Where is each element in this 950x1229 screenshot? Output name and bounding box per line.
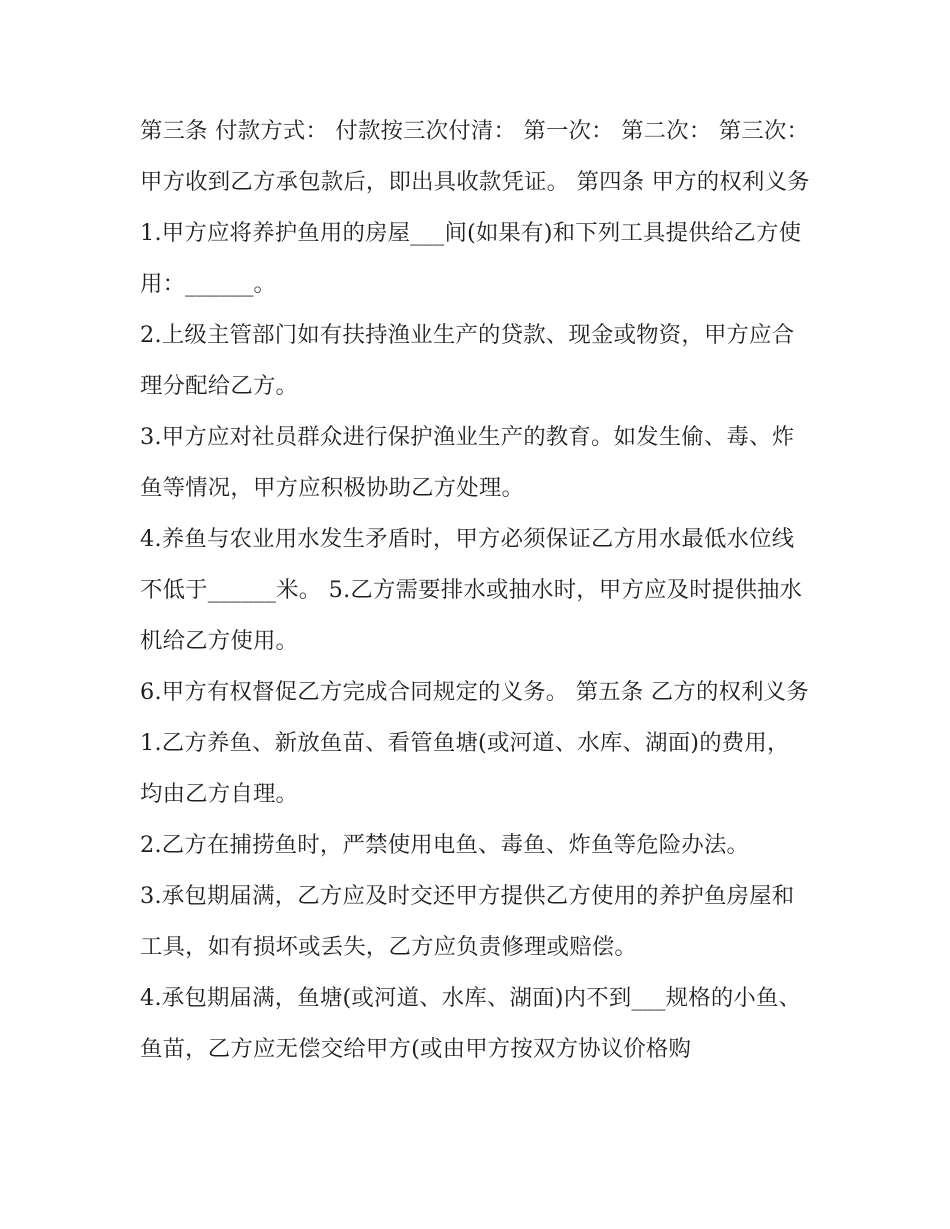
paragraph-party-a-item-1: 1.甲方应将养护鱼用的房屋___间(如果有)和下列工具提供给乙方使用：______。 (140, 220, 802, 297)
paragraph-party-a-item-3: 3.甲方应对社员群众进行保护渔业生产的教育。如发生偷、毒、炸鱼等情况，甲方应积极协助乙方处理。 (140, 424, 795, 501)
document-body (140, 106, 817, 1075)
paragraph-party-a-item-6-party-b-item-1: 6.甲方有权督促乙方完成合同规定的义务。 第五条 乙方的权利义务 1.乙方养鱼、新放鱼苗、看管鱼塘(或河道、水库、湖面)的费用，均由乙方自理。 (140, 679, 817, 807)
paragraph-party-b-item-4: 4.承包期届满，鱼塘(或河道、水库、湖面)内不到___规格的小鱼、鱼苗，乙方应无偿交给甲方(或由甲方按双方协议价格购 (140, 985, 802, 1062)
paragraph-party-b-item-3: 3.承包期届满，乙方应及时交还甲方提供乙方使用的养护鱼房屋和工具，如有损坏或丢失，乙方应负责修理或赔偿。 (140, 883, 795, 960)
paragraph-party-a-item-4-5: 4.养鱼与农业用水发生矛盾时，甲方必须保证乙方用水最低水位线不低于______米。 5.乙方需要排水或抽水时，甲方应及时提供抽水机给乙方使用。 (140, 526, 803, 654)
paragraph-party-b-item-2: 2.乙方在捕捞鱼时，严禁使用电鱼、毒鱼、炸鱼等危险办法。 (140, 832, 750, 858)
paragraph-article-3-payment: 第三条 付款方式： 付款按三次付清： 第一次： 第二次： 第三次： 甲方收到乙方承包款后，即出具收款凭证。 第四条 甲方的权利义务 (140, 118, 817, 195)
paragraph-party-a-item-2: 2.上级主管部门如有扶持渔业生产的贷款、现金或物资，甲方应合理分配给乙方。 (140, 322, 795, 399)
